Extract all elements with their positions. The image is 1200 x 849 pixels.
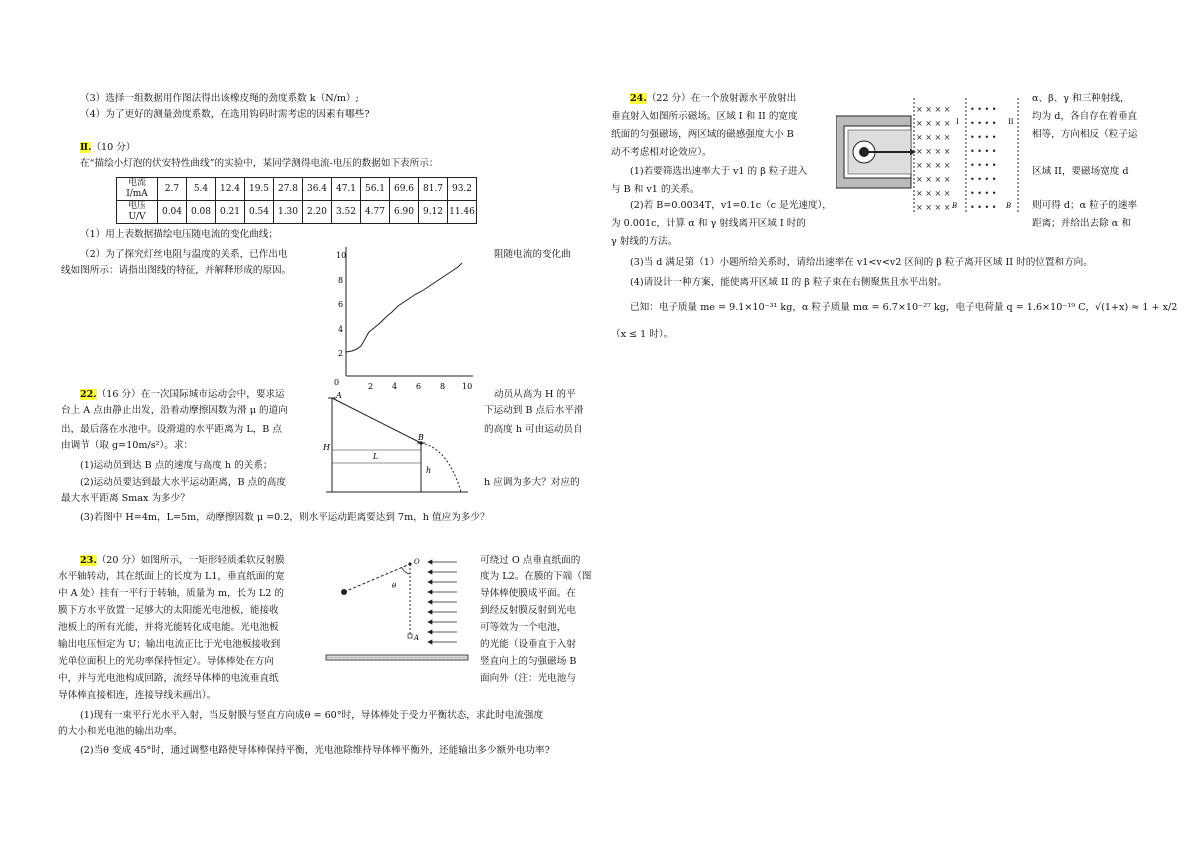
q24-part3: (3)当 d 满足第（1）小题所给关系时，请给出速率在 v1<v<v2 区间的 β 粒子离开区域 II 时的位置和方向。: [630, 257, 1093, 268]
q23-line2-right: 度为 L2。在膜的下端（图: [480, 571, 592, 582]
svg-text:B: B: [952, 202, 958, 210]
table-cell: 81.7: [419, 178, 448, 201]
q23-line1: 23.（20 分）如图所示，一矩形轻质柔软反射膜: [80, 555, 285, 566]
q23-line3: 中 A 处）挂有一平行于转轴，质量为 m，长为 L2 的: [58, 588, 285, 599]
svg-text:8: 8: [440, 382, 446, 391]
q22-part2-line1: (2)运动员要达到最大水平运动距离，B 点的高度: [80, 477, 286, 488]
svg-text:• • • •: • • • •: [970, 189, 997, 198]
table-cell: 0.04: [158, 201, 187, 224]
q22-part2-line2: 最大水平距离 Smax 为多少？: [61, 493, 190, 504]
svg-text:• • • •: • • • •: [970, 161, 997, 170]
q22-line2: 台上 A 点由静止出发，沿着动摩擦因数为滑 μ 的道向: [61, 405, 288, 416]
svg-text:h: h: [426, 466, 432, 475]
svg-text:A: A: [336, 391, 342, 400]
table-cell: 4.77: [361, 201, 390, 224]
q23-part1-line2: 的大小和光电池的输出功率。: [58, 726, 183, 737]
q24-line1: 24.（22 分）在一个放射源水平放射出: [630, 93, 797, 104]
q22-line1: 22.（16 分）在一次国际城市运动会中，要求运: [80, 389, 285, 400]
q24-number: 24.: [630, 93, 647, 104]
svg-text:10: 10: [462, 382, 473, 391]
q22-line3: 出，最后落在水池中。设滑道的水平距离为 L，B 点: [61, 424, 282, 435]
table-cell: 56.1: [361, 178, 390, 201]
svg-text:H: H: [323, 443, 330, 452]
svg-text:6: 6: [338, 300, 344, 309]
q24-line1-right: α、β、γ 和三种射线，: [1032, 93, 1130, 104]
table-cell: 5.4: [187, 178, 216, 201]
q23-line4: 膜下方水平放置一足够大的太阳能光电池板，能接收: [58, 605, 279, 616]
table-cell: 2.20: [303, 201, 332, 224]
svg-text:II: II: [1008, 118, 1014, 126]
svg-text:θ: θ: [392, 582, 397, 590]
table-cell: 2.7: [158, 178, 187, 201]
q23-line8: 中，并与光电池构成回路，流经导体棒的电流垂直纸: [58, 673, 279, 684]
voltage-header: 电压 U/V: [117, 201, 158, 224]
table-cell: 0.08: [187, 201, 216, 224]
table-cell: 3.52: [332, 201, 361, 224]
q24-part2-line2: 为 0.001c，计算 α 和 γ 射线离开区域 I 时的: [611, 218, 806, 229]
svg-text:× × × ×: × × × ×: [916, 119, 951, 128]
q22-line1-right: 动员从高为 H 的平: [494, 389, 576, 400]
table-cell: 36.4: [303, 178, 332, 201]
table-cell: 11.46: [448, 201, 477, 224]
svg-text:8: 8: [338, 276, 344, 285]
q23-line5-right: 可等效为一个电池，: [480, 622, 567, 633]
svg-text:4: 4: [338, 325, 344, 334]
q24-line3-right: 相等，方向相反（粒子运: [1032, 129, 1138, 140]
q22-line3-right: 的高度 h 可由运动员自: [484, 424, 583, 435]
table-cell: 93.2: [448, 178, 477, 201]
section-2-q1: （1）用上表数据描绘电压随电流的变化曲线；: [80, 229, 278, 240]
svg-text:L: L: [373, 452, 379, 461]
table-cell: 1.30: [274, 201, 303, 224]
q23-part2: (2)当θ 变成 45°时，通过调整电路使导体棒保持平衡，光电池除维持导体棒平衡外，还能输出多少额外电功率?: [80, 745, 550, 756]
slide-diagram: [318, 388, 470, 496]
table-cell: 12.4: [216, 178, 245, 201]
q22-line4: 由调节（取 g=10m/s²）。求：: [61, 440, 194, 451]
svg-text:• • • •: • • • •: [970, 147, 997, 156]
svg-text:• • • •: • • • •: [970, 175, 997, 184]
q22-part1: (1)运动员到达 B 点的速度与高度 h 的关系；: [80, 460, 273, 471]
q24-part2-right: 则可得 d；α 粒子的速率: [1032, 200, 1138, 211]
q23-number: 23.: [80, 555, 97, 566]
table-cell: 0.54: [245, 201, 274, 224]
reflective-film-diagram: [322, 556, 472, 668]
table-row: [117, 201, 477, 224]
svg-text:× × × ×: × × × ×: [916, 203, 951, 212]
svg-text:O: O: [414, 558, 420, 566]
svg-text:A: A: [414, 634, 420, 642]
svg-text:I: I: [956, 118, 959, 126]
q23-part1-line1: (1)现有一束平行光水平入射，当反射膜与竖直方向成θ = 60°时，导体棒处于受力平衡状态，求此时电流强度: [80, 710, 544, 721]
section-2-q2-line1: （2）为了探究灯丝电阻与温度的关系，已作出电: [80, 249, 288, 260]
svg-text:• • • •: • • • •: [970, 203, 997, 212]
svg-text:2: 2: [338, 349, 344, 358]
table-cell: 6.90: [390, 201, 419, 224]
svg-text:B: B: [418, 433, 424, 442]
q22-number: 22.: [80, 389, 97, 400]
known-constants: 已知：电子质量 me = 9.1×10⁻³¹ kg，α 粒子质量 mα = 6.7×10⁻²⁷ kg，电子电荷量 q = 1.6×10⁻¹⁹ C，√(1+x) ≈ 1 + x/2: [630, 302, 1178, 313]
section-2-tag: Ⅱ.: [80, 142, 92, 153]
iv-data-table: [116, 177, 477, 224]
q24-part2-line1: (2)若 B=0.0034T，v1=0.1c（c 是光速度），: [630, 200, 832, 211]
svg-text:4: 4: [392, 382, 398, 391]
question-3: （3）选择一组数据用作图法得出该橡皮绳的劲度系数 k（N/m）;: [80, 93, 359, 104]
svg-text:× × × ×: × × × ×: [916, 189, 951, 198]
svg-text:• • • •: • • • •: [970, 133, 997, 142]
q24-part1-line2: 与 B 和 v1 的关系。: [611, 184, 700, 195]
table-cell: 27.8: [274, 178, 303, 201]
q23-line1-right: 可绕过 O 点垂直纸面的: [480, 555, 581, 566]
q24-part1-right: 区域 II，要磁场宽度 d: [1032, 166, 1129, 177]
table-cell: 19.5: [245, 178, 274, 201]
current-header: 电流 I/mA: [117, 178, 158, 201]
q23-line7: 光单位面积上的光功率保持恒定）。导体棒处在方向: [58, 656, 274, 667]
q24-part1-line1: (1)若要筛选出速率大于 v1 的 β 粒子进入: [630, 166, 808, 177]
known-constants-cond: （x ≤ 1 时）。: [611, 329, 674, 340]
svg-text:0: 0: [334, 378, 340, 387]
magnetic-field-diagram: [836, 94, 1026, 216]
question-4: （4）为了更好的测量劲度系数，在选用钩码时需考虑的因素有哪些?: [80, 109, 370, 120]
q22-part3: (3)若图中 H=4m，L=5m，动摩擦因数 μ =0.2，则水平运动距离要达到 7m，h 值应为多少？: [80, 512, 490, 523]
q23-line4-right: 到经反射膜反射到光电: [480, 605, 576, 616]
svg-text:2: 2: [368, 382, 374, 391]
q24-part2-line2-right: 距离；并给出去除 α 和: [1032, 218, 1131, 229]
table-cell: 69.6: [390, 178, 419, 201]
svg-text:× × × ×: × × × ×: [916, 147, 951, 156]
q23-line8-right: 面向外（注：光电池与: [480, 673, 576, 684]
section-2-q2-right: 阻随电流的变化曲: [494, 249, 571, 260]
section-2-heading: [80, 142, 135, 154]
q22-line2-right: 下运动到 B 点后水平滑: [484, 405, 584, 416]
svg-text:× × × ×: × × × ×: [916, 175, 951, 184]
svg-text:× × × ×: × × × ×: [916, 105, 951, 114]
table-cell: 0.21: [216, 201, 245, 224]
section-2-score: （10 分）: [91, 142, 136, 153]
q24-line3: 纸面的匀强磁场，两区域的磁感强度大小 B: [611, 129, 794, 140]
q24-part2-line3: γ 射线的方法。: [611, 236, 678, 247]
svg-text:• • • •: • • • •: [970, 119, 997, 128]
q24-part4: (4)请设计一种方案，能使离开区域 II 的 β 粒子束在右侧聚焦且水平出射。: [630, 277, 948, 288]
q24-line4: 动不考虑相对论效应）。: [611, 147, 712, 158]
q23-line6-right: 的光能（设垂直于入射: [480, 639, 576, 650]
table-cell: 9.12: [419, 201, 448, 224]
q23-line7-right: 竖直向上的匀强磁场 B: [480, 656, 577, 667]
section-2-intro: 在“描绘小灯泡的伏安特性曲线”的实验中，某同学测得电流-电压的数据如下表所示：: [80, 158, 439, 169]
svg-text:× × × ×: × × × ×: [916, 161, 951, 170]
q23-line6: 输出电压恒定为 U；输出电流正比于光电池板接收到: [58, 639, 281, 650]
svg-text:6: 6: [416, 382, 422, 391]
svg-text:10: 10: [336, 251, 347, 260]
q23-line5: 池板上的所有光能，并将光能转化成电能。光电池板: [58, 622, 279, 633]
svg-text:× × × ×: × × × ×: [916, 133, 951, 142]
section-2-q2-line2: 线如图所示：请指出图线的特征，并解释形成的原因。: [61, 265, 292, 276]
svg-text:B: B: [1006, 202, 1012, 210]
q23-line2: 水平轴转动，其在纸面上的长度为 L1，垂直纸面的宽: [58, 571, 285, 582]
q24-line2: 垂直射入如图所示磁场。区域 I 和 II 的宽度: [611, 111, 798, 122]
table-cell: 47.1: [332, 178, 361, 201]
q23-line3-right: 导体棒使膜成平面。在: [480, 588, 576, 599]
q22-part2-right: h 应调为多大？对应的: [484, 477, 580, 488]
q23-line9: 导体棒直接相连，连接导线未画出）。: [58, 690, 217, 701]
q24-line2-right: 均为 d，各自存在着垂直: [1032, 111, 1138, 122]
table-row: [117, 178, 477, 201]
svg-text:• • • •: • • • •: [970, 105, 997, 114]
resistance-current-graph: [328, 240, 478, 392]
